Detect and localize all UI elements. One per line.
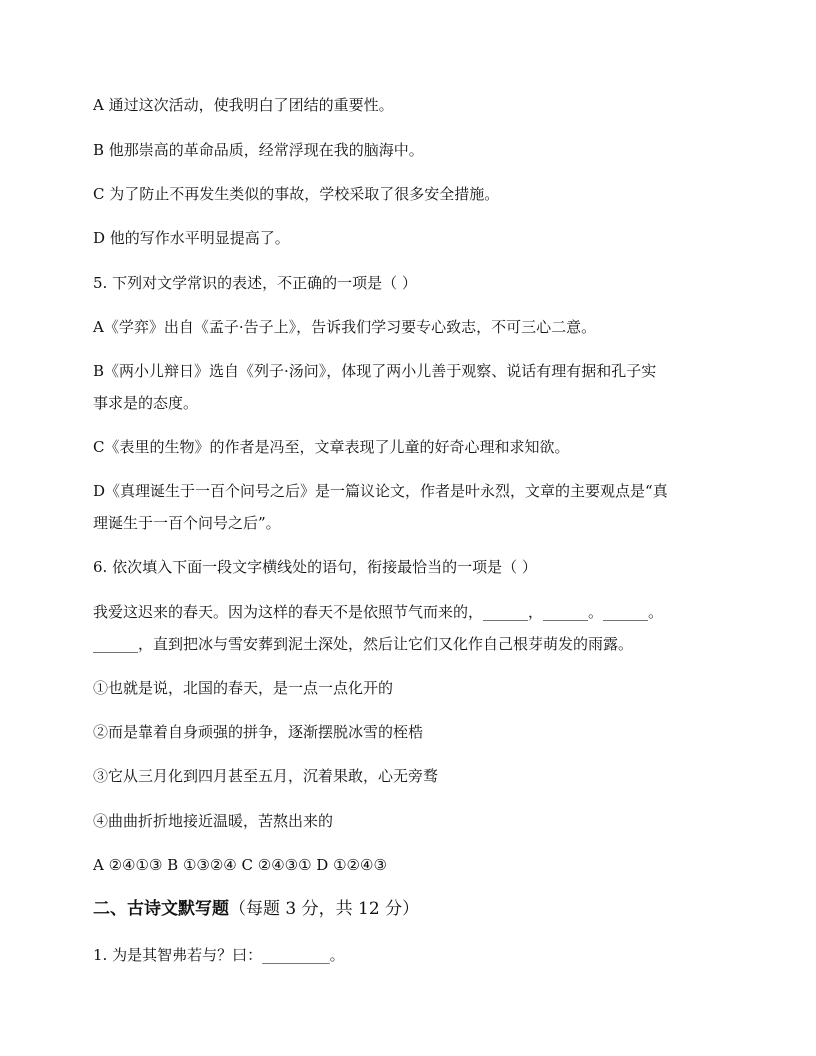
question-6-passage-line-2: ______，直到把冰与雪安葬到泥土深处，然后让它们又化作自己根芽萌发的雨露。 — [93, 635, 634, 653]
section-note: （每题 3 分，共 12 分） — [229, 899, 420, 919]
question-6-passage-line-1: 我爱这迟来的春天。因为这样的春天不是依照节气而来的，______，______。______。 — [93, 603, 664, 621]
question-6-options: A ②④①③ B ①③②④ C ②④③① D ①②④③ — [93, 856, 387, 874]
option-a-line: A 通过这次活动，使我明白了团结的重要性。 — [93, 96, 394, 114]
question-5-stem: 5. 下列对文学常识的表述，不正确的一项是（ ） — [93, 274, 417, 292]
question-6-stem: 6. 依次填入下面一段文字横线处的语句，衔接最恰当的一项是（ ） — [93, 558, 537, 576]
dictation-question-1: 1. 为是其智弗若与？曰：_________。 — [93, 946, 345, 964]
sentence-1: ①也就是说，北国的春天，是一点一点化开的 — [93, 679, 394, 697]
question-5-option-c: C《表里的生物》的作者是冯至，文章表现了儿童的好奇心理和求知欲。 — [93, 438, 570, 456]
section-heading — [93, 897, 733, 921]
option-c-line: C 为了防止不再发生类似的事故，学校采取了很多安全措施。 — [93, 185, 500, 203]
sentence-4: ④曲曲折折地接近温暖，苦熬出来的 — [93, 812, 334, 830]
sentence-2: ②而是靠着自身顽强的拼争，逐渐摆脱冰雪的桎梏 — [93, 723, 424, 741]
question-5-option-d-line-1: D《真理诞生于一百个问号之后》是一篇议论文，作者是叶永烈，文章的主要观点是“真 — [93, 482, 668, 500]
question-5-option-b-line-2: 事求是的态度。 — [93, 394, 199, 412]
section-title: 二、古诗文默写题 — [93, 899, 229, 919]
sentence-3: ③它从三月化到四月甚至五月，沉着果敢，心无旁骛 — [93, 767, 439, 785]
option-d-line: D 他的写作水平明显提高了。 — [93, 229, 290, 247]
question-5-option-a: A《学弈》出自《孟子·告子上》，告诉我们学习要专心致志，不可三心二意。 — [93, 318, 597, 336]
option-b-line: B 他那崇高的革命品质，经常浮现在我的脑海中。 — [93, 141, 424, 159]
question-5-option-d-line-2: 理诞生于一百个问号之后”。 — [93, 514, 281, 532]
question-5-option-b-line-1: B《两小儿辩日》选自《列子·汤问》，体现了两小儿善于观察、说话有理有据和孔子实 — [93, 362, 657, 380]
